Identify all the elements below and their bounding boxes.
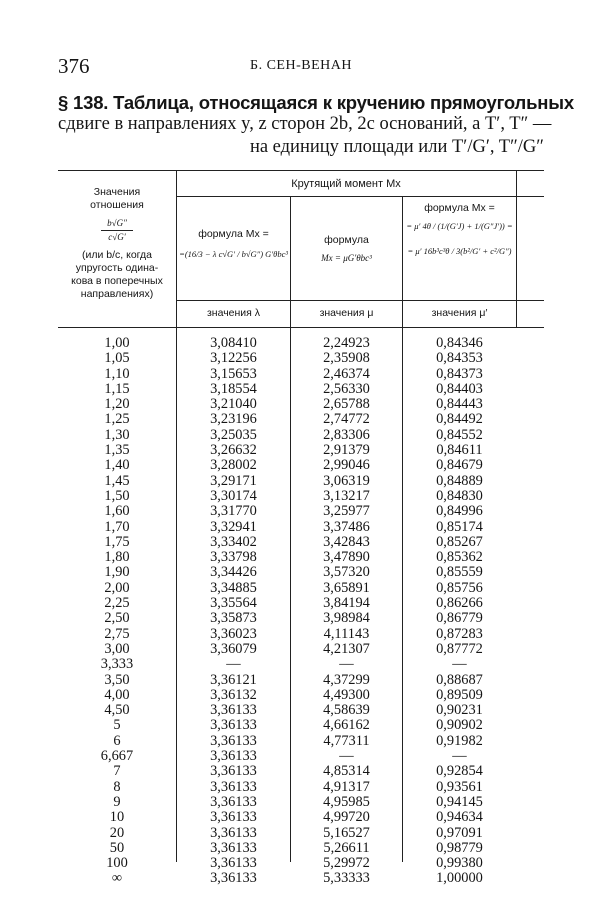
table-cell: 5,26611 (323, 839, 370, 856)
col4-units: значения μ′ (431, 307, 488, 319)
table-cell: 3,00 (104, 640, 130, 657)
table-cell: 2,83306 (323, 426, 370, 443)
table-cell: 0,84889 (436, 472, 483, 489)
table-cell: 2,75 (104, 625, 130, 642)
table-cell: 3,50 (104, 671, 130, 688)
fraction-bar (101, 230, 133, 231)
table-cell: 3,13217 (323, 487, 370, 504)
table-cell: 1,80 (104, 549, 130, 566)
table-cell: 3,36133 (210, 855, 257, 872)
page-number: 376 (58, 54, 90, 78)
table-cell: 4,77311 (323, 732, 370, 749)
table-cell: 0,88687 (436, 671, 483, 688)
section-subtitle-line2: на единицу площади или T′/G′, T″/G″ (249, 137, 544, 157)
table-cell: 2,00 (104, 579, 130, 596)
table-cell: 0,84443 (436, 396, 483, 413)
table-cell: 3,15653 (210, 365, 257, 382)
table-cell: 3,32941 (210, 518, 257, 535)
table-cell: 1,10 (104, 365, 130, 382)
table-cell: 0,85362 (436, 549, 483, 566)
col1-fraction-numerator: b√G″ (107, 218, 127, 228)
table-cell: 3,42843 (323, 533, 370, 550)
table-cell: 1,25 (104, 411, 130, 428)
table-cell: 3,84194 (323, 595, 370, 612)
table-cell: 0,98779 (436, 839, 483, 856)
table-cell: 3,34885 (210, 579, 257, 596)
col4-formula-line: = μ′ 16b³c³θ / 3(b²/G′ + c²/G″) (407, 246, 512, 256)
table-cell: 4,99720 (323, 809, 370, 826)
table-cell: 0,90231 (436, 702, 483, 719)
running-header: Б. СЕН-ВЕНАН (250, 58, 352, 73)
table-cell: 3,23196 (210, 411, 257, 428)
table-cell: 0,86779 (436, 610, 483, 627)
col1-header (58, 186, 176, 301)
table-cell: 0,85174 (436, 518, 483, 535)
table-cell: 3,333 (100, 656, 134, 673)
table-cell: 5,16527 (323, 824, 370, 841)
table-cell: 1,20 (104, 396, 130, 413)
table-cell: 3,36023 (210, 625, 257, 642)
table-cell: 6,667 (100, 748, 134, 765)
table-cell: 3,33402 (210, 533, 257, 550)
table-cell: 2,91379 (323, 442, 370, 459)
col2-header-line: формула Mx = (198, 228, 269, 240)
table-cell: 3,36133 (210, 839, 257, 856)
table-cell: 4,58639 (323, 702, 370, 719)
section-title: § 138. Таблица, относящаяся к кручению прямоугольных (58, 92, 574, 113)
table-cell: 1,00 (104, 335, 130, 351)
table-cell: 3,35873 (210, 610, 257, 627)
table-cell: 0,94634 (436, 809, 483, 826)
table-cell: 3,36133 (210, 763, 257, 780)
col4-header-line: формула Mx = (424, 202, 495, 214)
table-cell: 3,36133 (210, 778, 257, 795)
col2-units: значения λ (206, 307, 261, 319)
table-cell: 3,36132 (210, 686, 257, 703)
table-cell: 3,36079 (210, 640, 257, 657)
table-cell: 2,65788 (323, 396, 370, 413)
table-cell: 3,98984 (323, 610, 370, 627)
table-cell: 1,35 (104, 442, 130, 459)
col3-header-line: формула (324, 234, 369, 246)
table-top-rule (58, 170, 544, 171)
table-cell: 0,94145 (436, 793, 483, 810)
table-cell: 0,90902 (436, 717, 483, 734)
table-cell: 3,37486 (323, 518, 370, 535)
lambda-column (177, 336, 290, 887)
table-cell: 4,11143 (323, 625, 370, 642)
col1-fraction-denominator: c√G′ (108, 232, 126, 242)
table-cell: 1,90 (104, 564, 130, 581)
table-cell: 1,75 (104, 533, 130, 550)
mu-column (291, 336, 402, 887)
table-cell: 3,36133 (210, 732, 257, 749)
table-cell: 10 (109, 809, 125, 826)
table-cell: 0,84373 (436, 365, 483, 382)
table-cell: 4,49300 (323, 686, 370, 703)
table-cell: 4,37299 (323, 671, 370, 688)
table-cell: 0,84679 (436, 457, 483, 474)
col3-formula: Mx = μG′θbc³ (321, 253, 372, 263)
table-cell: 3,34426 (210, 564, 257, 581)
table-cell: 3,28002 (210, 457, 257, 474)
col4-formula-line: = μ′ 4θ / (1/(G′J) + 1/(G″J′)) = (406, 221, 513, 231)
group-header-rule (176, 196, 544, 197)
col2-formula: =(16/3 − λ c√G′ / b√G″) G′θbc³ (179, 249, 288, 259)
table-cell: 0,84353 (436, 350, 483, 367)
table-cell: 100 (106, 855, 128, 872)
table-cell: 3,33798 (210, 549, 257, 566)
table-cell: 2,74772 (323, 411, 370, 428)
table-cell: 3,30174 (210, 487, 257, 504)
table-cell: 1,45 (104, 472, 130, 489)
col1-header-line: отношения (90, 199, 144, 211)
table-cell: 0,99380 (436, 855, 483, 872)
table-cell: 1,00000 (436, 870, 483, 887)
table-cell: 3,36121 (210, 671, 257, 688)
mu-prime-column (403, 336, 516, 887)
table-cell: 0,84346 (436, 335, 483, 351)
table-cell: 3,25035 (210, 426, 257, 443)
table-cell: 50 (109, 839, 125, 856)
table-cell: 3,18554 (210, 380, 257, 397)
table-cell: 3,36133 (210, 824, 257, 841)
table-cell: 9 (113, 793, 121, 810)
table-cell: 3,06319 (323, 472, 370, 489)
table-cell: 3,12256 (210, 350, 257, 367)
table-cell: 4,91317 (323, 778, 370, 795)
table-cell: 0,85756 (436, 579, 483, 596)
col2-header (177, 228, 290, 260)
table-cell: 3,21040 (210, 396, 257, 413)
col4-header (403, 202, 516, 257)
table-cell: 1,15 (104, 380, 130, 397)
table-cell: — (339, 656, 354, 673)
group-header: Крутящий момент Mx (291, 178, 401, 190)
table-cell: 0,97091 (436, 824, 483, 841)
table-cell: 0,84403 (436, 380, 483, 397)
table-cell: 3,65891 (323, 579, 370, 596)
col1-header-line: направлениях) (80, 288, 154, 300)
col1-header-line: упругость одина- (75, 262, 159, 274)
table-cell: 1,50 (104, 487, 130, 504)
table-cell: 0,85267 (436, 533, 483, 550)
table-cell: 3,29171 (210, 472, 257, 489)
table-cell: 4,21307 (323, 640, 370, 657)
table-cell: 4,85314 (323, 763, 370, 780)
table-cell: 3,57320 (323, 564, 370, 581)
table-cell: 8 (113, 778, 121, 795)
table-cell: 2,46374 (323, 365, 370, 382)
table-cell: — (226, 656, 241, 673)
section-subtitle-line1: сдвиге в направлениях y, z сторон 2b, 2c оснований, а T′, T″ — (58, 114, 552, 134)
col1-header-line: (или b/c, когда (82, 249, 152, 261)
table-cell: 4,00 (104, 686, 130, 703)
table-cell: 0,85559 (436, 564, 483, 581)
table-cell: 1,05 (104, 350, 130, 367)
table-cell: 0,87283 (436, 625, 483, 642)
table-cell: 0,84830 (436, 487, 483, 504)
table-cell: 3,25977 (323, 503, 370, 520)
header-bottom-rule (58, 327, 544, 328)
table-cell: 0,86266 (436, 595, 483, 612)
table-cell: 0,93561 (436, 778, 483, 795)
table-cell: 7 (113, 763, 121, 780)
table-cell: 3,26632 (210, 442, 257, 459)
units-top-rule (176, 300, 544, 301)
table-cell: 1,40 (104, 457, 130, 474)
table-cell: 2,25 (104, 595, 130, 612)
table-cell: 3,36133 (210, 717, 257, 734)
table-cell: 5 (113, 717, 121, 734)
table-cell: 5,29972 (323, 855, 370, 872)
table-cell: 4,66162 (323, 717, 370, 734)
table-cell: 4,50 (104, 702, 130, 719)
table-cell: 0,84552 (436, 426, 483, 443)
table-cell: — (452, 656, 467, 673)
table-cell: 0,89509 (436, 686, 483, 703)
table-cell: 2,56330 (323, 380, 370, 397)
table-cell: 2,50 (104, 610, 130, 627)
table-cell: 3,36133 (210, 702, 257, 719)
table-cell: 3,36133 (210, 870, 257, 887)
col1-header-line: кова в поперечных (71, 275, 163, 287)
column-divider-4 (516, 170, 517, 327)
table-cell: 1,30 (104, 426, 130, 443)
col1-header-line: Значения (93, 186, 141, 198)
table-cell: 0,92854 (436, 763, 483, 780)
table-cell: 1,70 (104, 518, 130, 535)
table-cell: 3,35564 (210, 595, 257, 612)
table-cell: 2,24923 (323, 335, 370, 351)
table-cell: 6 (113, 732, 121, 749)
table-cell: 3,36133 (210, 809, 257, 826)
table-cell: 5,33333 (323, 870, 370, 887)
table-cell: 0,87772 (436, 640, 483, 657)
table-cell: 3,36133 (210, 748, 257, 765)
table-cell: 3,36133 (210, 793, 257, 810)
col3-units: значения μ (319, 307, 374, 319)
table-cell: 4,95985 (323, 793, 370, 810)
table-cell: 3,47890 (323, 549, 370, 566)
table-cell: ∞ (111, 870, 123, 887)
table-cell: 3,08410 (210, 335, 257, 351)
col3-header (291, 234, 402, 264)
table-cell: 3,31770 (210, 503, 257, 520)
table-cell: 0,91982 (436, 732, 483, 749)
table-cell: 2,35908 (323, 350, 370, 367)
table-cell: 20 (109, 824, 125, 841)
table-cell: 2,99046 (323, 457, 370, 474)
table-cell: — (452, 748, 467, 765)
table-cell: 0,84996 (436, 503, 483, 520)
table-cell: 1,60 (104, 503, 130, 520)
table-cell: 0,84492 (436, 411, 483, 428)
table-cell: — (339, 748, 354, 765)
table-cell: 0,84611 (436, 442, 483, 459)
ratio-column (58, 336, 176, 887)
